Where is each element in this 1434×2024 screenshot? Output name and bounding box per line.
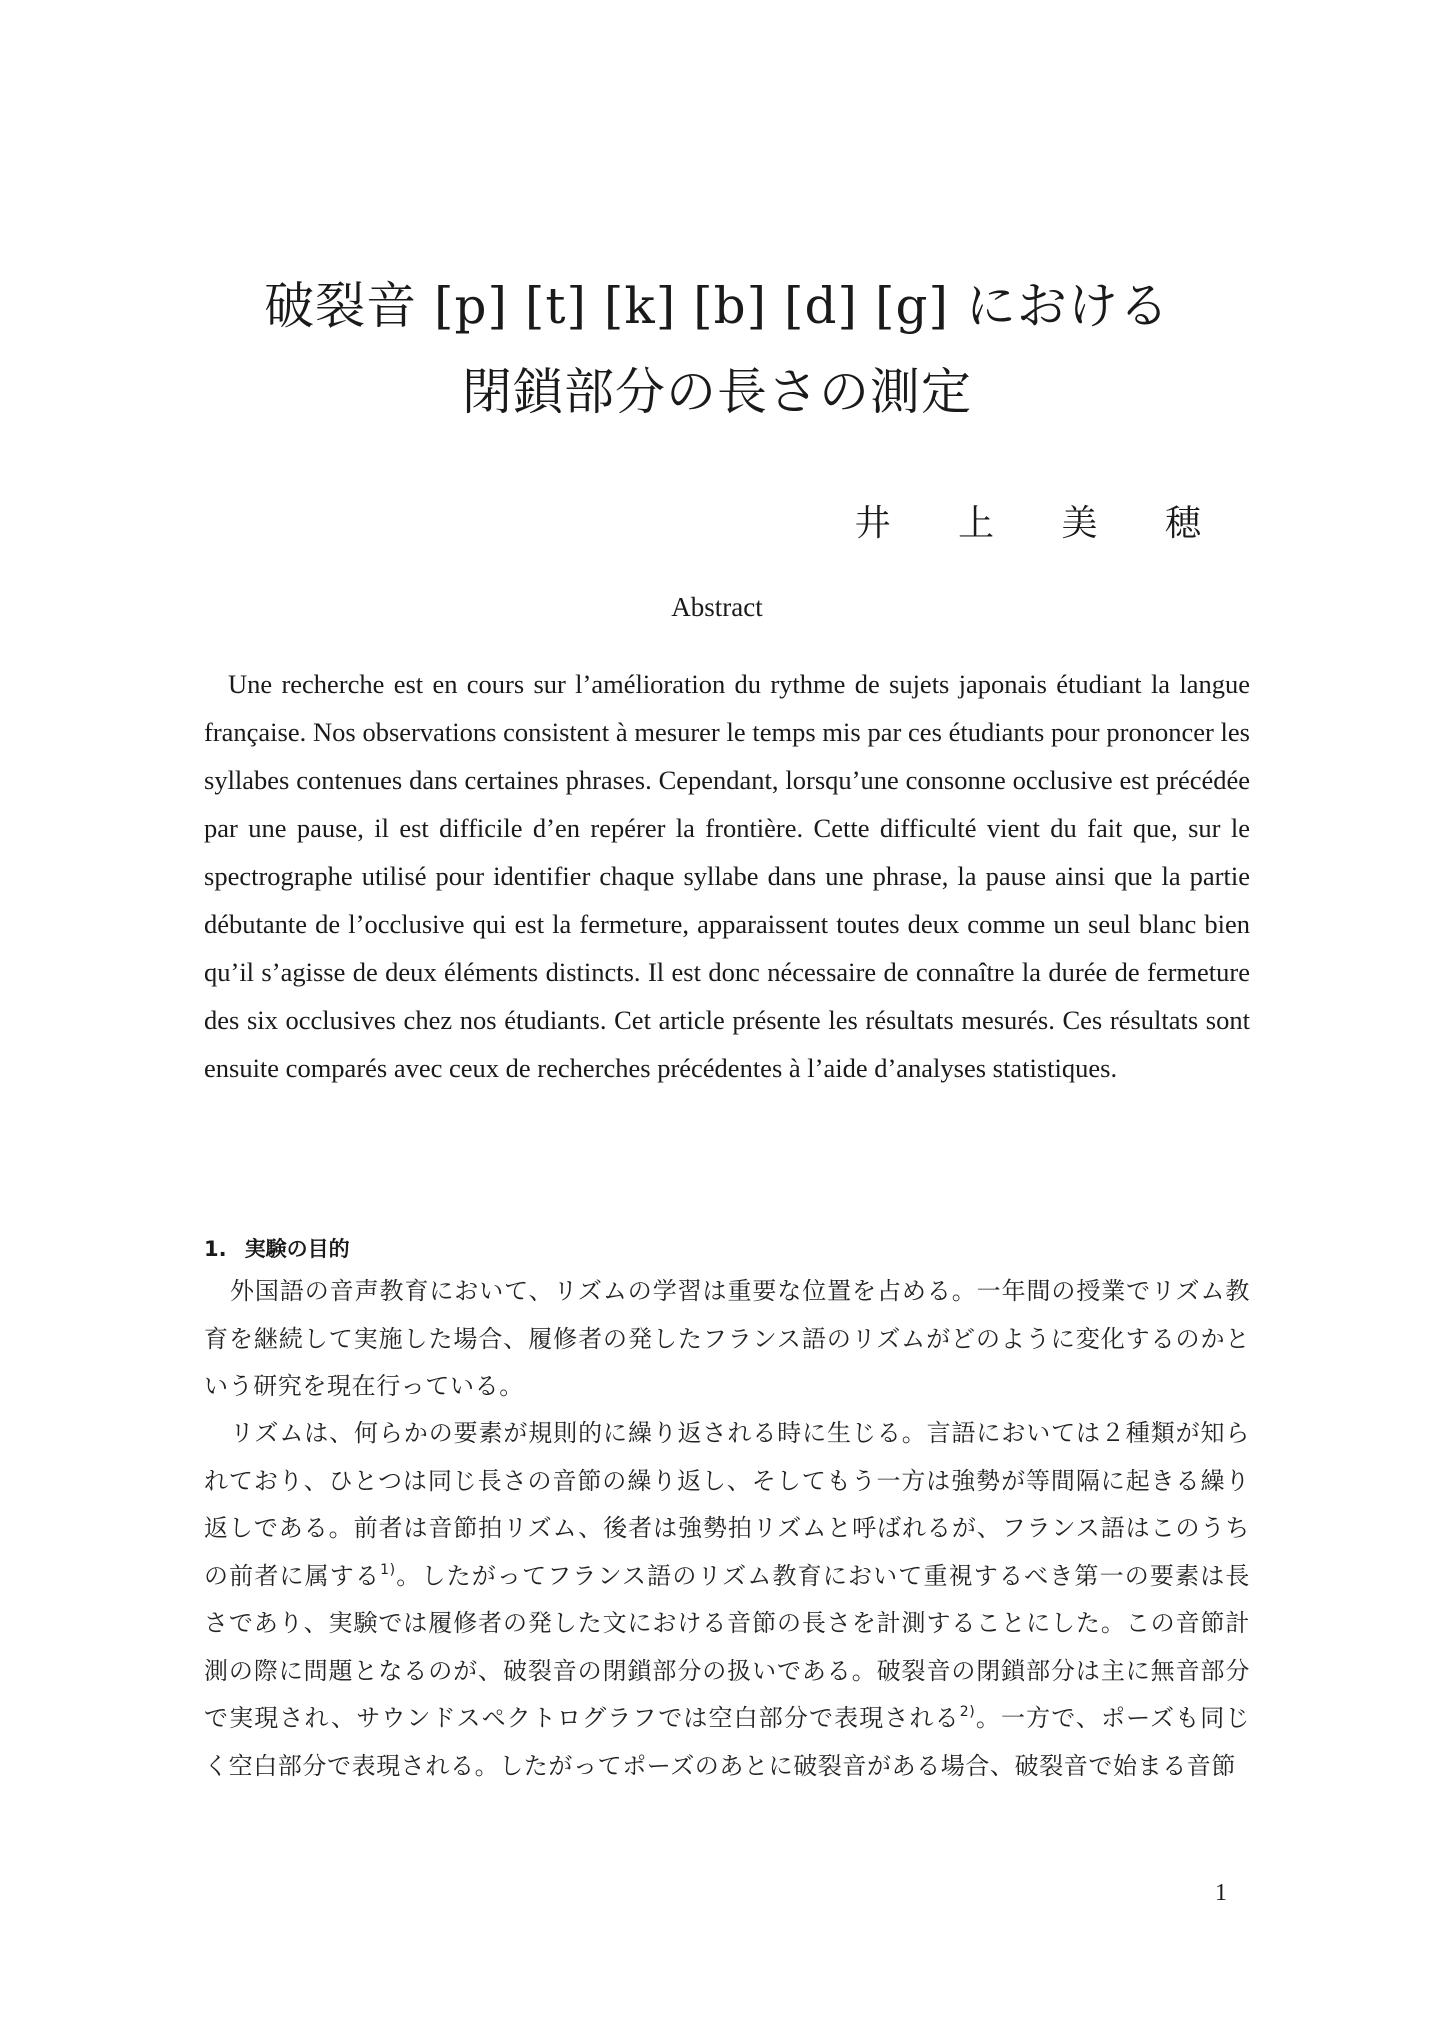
section-heading [204,1233,350,1263]
title-line-2: 閉鎖部分の長さの測定 [462,363,972,421]
paragraph-text: リズムは、何らかの要素が規則的に繰り返される時に生じる。言語においては２種類が知られており、ひとつは同じ長さの音節の繰り返し、そしてもう一方は強勢が等間隔に起きる繰り返しである。前者は音節拍リズム、後者は強勢拍リズムと呼ばれるが、フランス語はこのうちの前者に属する [204,1419,1250,1590]
author-name: 井 上 美 穂 [854,503,1229,544]
abstract-text: Une recherche est en cours sur l’amélioration du rythme de sujets japonais étudiant la langue française. Nos observations consistent à mesurer le temps mis par ces étudiants pour prononcer les syllabes contenues dans certaines phrases. Cependant, lorsqu’une consonne occlusive est précédée par une pause, il est difficile d’en repérer la frontière. Cette difficulté vient du fait que, sur le spectrographe utilisé pour identifier chaque syllabe dans une phrase, la pause ainsi que la partie débutante de l’occlusive qui est la fermeture, apparaissent toutes deux comme un seul blanc bien qu’il s’agisse de deux éléments distincts. Il est donc nécessaire de connaître la durée de fermeture des six occlusives chez nos étudiants. Cet article présente les résultats mesurés. Ces résultats sont ensuite comparés avec ceux de recherches précédentes à l’aide d’analyses statistiques. [204,669,1250,1083]
reference-marker[interactable]: 1) [380,1561,396,1578]
paragraph-text: 。一方で、ポーズも同じく空白部分で表現される。したがってポーズのあとに破裂音がある場合、破裂音で始まる音節 [204,1704,1251,1780]
section-title: 実験の目的 [244,1237,350,1261]
title-line-1: 破裂音 [p] [t] [k] [b] [d] [g] における [264,277,1170,335]
body-paragraph: 外国語の音声教育において、リズムの学習は重要な位置を占める。一年間の授業でリズム教育を継続して実施した場合、履修者の発したフランス語のリズムがどのように変化するのかという研究を現在行っている。 [204,1277,1250,1400]
paragraph-text: 。したがってフランス語のリズム教育において重視するべき第一の要素は長さであり、実験では履修者の発した文における音節の長さを計測することにした。この音節計測の際に問題となるのが、破裂音の閉鎖部分の扱いである。破裂音の閉鎖部分は主に無音部分で実現され、サウンドスペクトログラフでは空白部分で表現される [204,1561,1251,1732]
page-number: 1 [1215,1880,1227,1906]
reference-marker[interactable]: 2) [959,1704,976,1720]
body-paragraph [204,1410,1250,1790]
section-number: 1. [204,1237,227,1261]
abstract-heading: Abstract [671,592,763,622]
